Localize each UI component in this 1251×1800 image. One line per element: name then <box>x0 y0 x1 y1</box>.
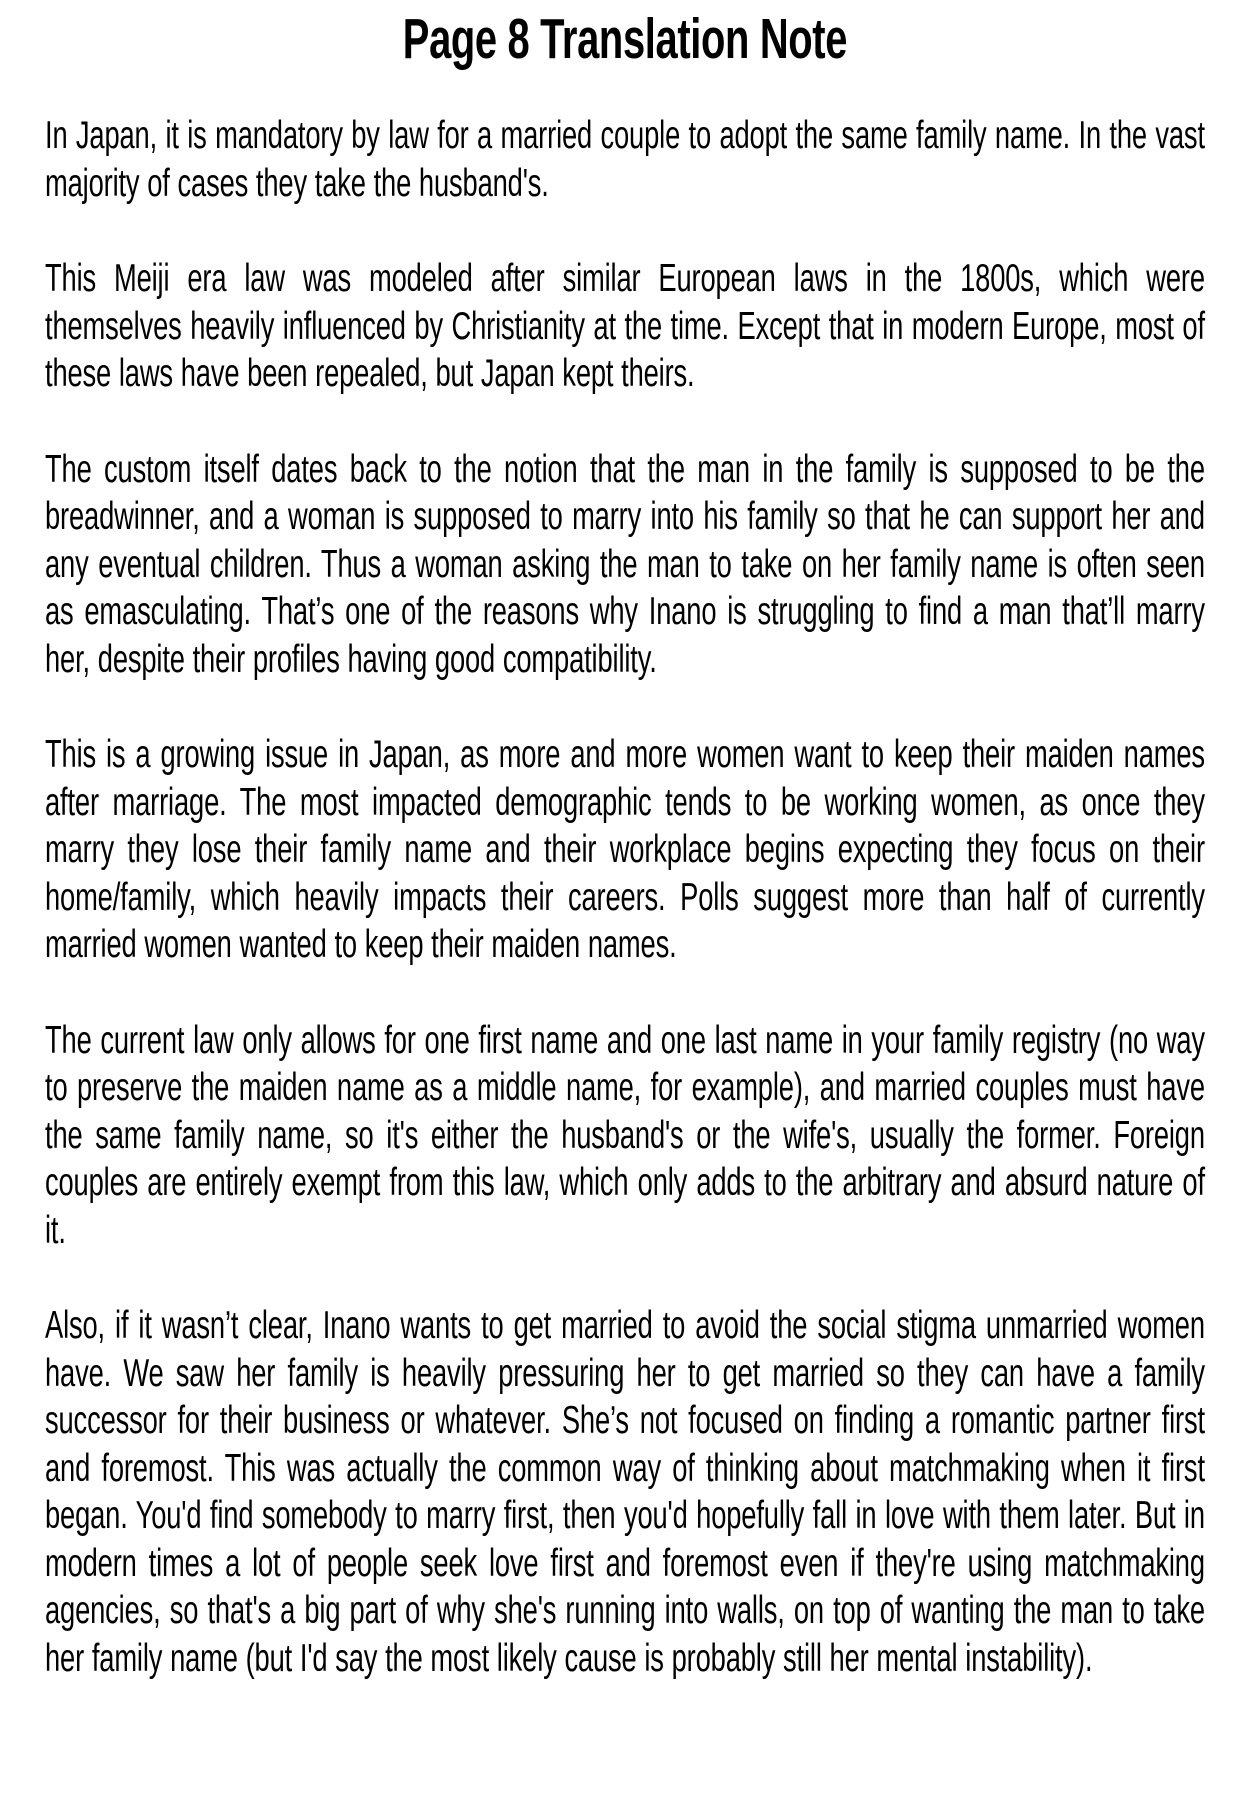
page-title: Page 8 Translation Note <box>402 7 848 71</box>
paragraph-6: Also, if it wasn’t clear, Inano wants to get married to avoid the social stigma unmarried women have. We saw her family is heavily pressuring her to get married so they can have a family successor for their business or whatever. She’s not focused on finding a romantic partner first and foremost. This was actually the common way of thinking about matchmaking when it first began. You'd find somebody to marry first, then you'd hopefully fall in love with them later. But in modern times a lot of people seek love first and foremost even if they're using matchmaking agencies, so that's a big part of why she's running into walls, on top of wanting the man to take her family name (but I'd say the most likely cause is probably still her mental instability). <box>45 1304 1205 1680</box>
paragraph-1: In Japan, it is mandatory by law for a married couple to adopt the same family name. In the vast majority of cases they take the husband's. <box>45 114 1205 205</box>
text-column <box>45 8 1205 1682</box>
paragraph-2: This Meiji era law was modeled after similar European laws in the 1800s, which were themselves heavily influenced by Christianity at the time. Except that in modern Europe, most of these laws have been repealed, but Japan kept theirs. <box>45 257 1205 395</box>
paragraph-5: The current law only allows for one first name and one last name in your family registry (no way to preserve the maiden name as a middle name, for example), and married couples must have the same family name, so it's either the husband's or the wife's, usually the former. Foreign couples are entirely exempt from this law, which only adds to the arbitrary and absurd nature of it. <box>45 1018 1205 1252</box>
paragraph-4: This is a growing issue in Japan, as more and more women want to keep their maiden names after marriage. The most impacted demographic tends to be working women, as once they marry they lose their family name and their workplace begins expecting they focus on their home/family, which heavily impacts their careers. Polls suggest more than half of currently married women wanted to keep their maiden names. <box>45 733 1205 966</box>
paragraph-3: The custom itself dates back to the notion that the man in the family is supposed to be the breadwinner, and a woman is supposed to marry into his family so that he can support her and any eventual children. Thus a woman asking the man to take on her family name is often seen as emasculating. That’s one of the reasons why Inano is struggling to find a man that’ll marry her, despite their profiles having good compatibility. <box>45 447 1205 681</box>
